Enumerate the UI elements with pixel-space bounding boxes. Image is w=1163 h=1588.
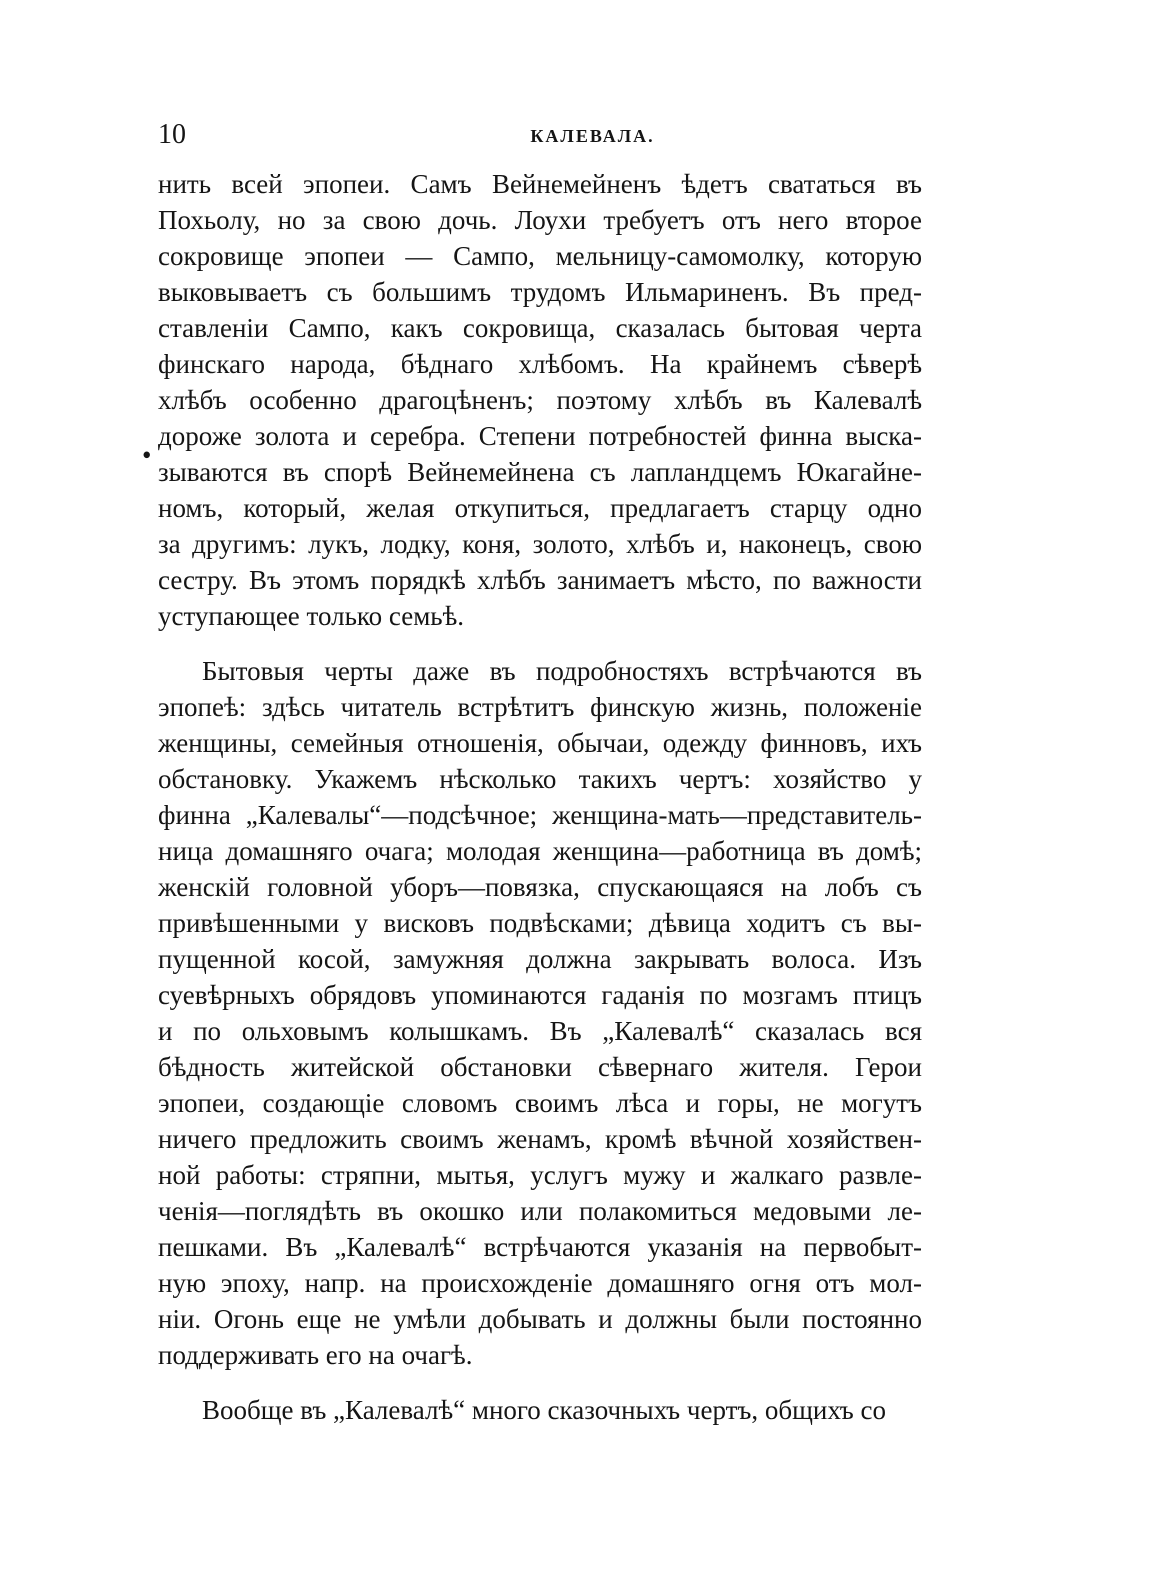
text-line: сокровище эпопеи — Сампо, мельницу-самомолку, которую bbox=[158, 241, 922, 271]
paragraph-gap bbox=[158, 1373, 922, 1392]
text-line: номъ, который, желая откупиться, предлагаетъ старцу одно bbox=[158, 493, 922, 523]
text-line: поддерживать его на очагѣ. bbox=[158, 1340, 473, 1370]
text-line: ставленіи Сампо, какъ сокровища, сказалась бытовая черта bbox=[158, 313, 922, 343]
text-line: Бытовыя черты даже въ подробностяхъ встрѣчаются въ bbox=[202, 656, 922, 686]
text-line: нить всей эпопеи. Самъ Вейнемейненъ ѣдетъ свататься въ bbox=[158, 169, 922, 199]
text-line: ница домашняго очага; молодая женщина—работница въ домѣ; bbox=[158, 836, 922, 866]
text-line: дороже золота и серебра. Степени потребностей финна выска- bbox=[158, 421, 922, 451]
text-line: обстановку. Укажемъ нѣсколько такихъ чертъ: хозяйство у bbox=[158, 764, 922, 794]
text-line: финскаго народа, бѣднаго хлѣбомъ. На крайнемъ сѣверѣ bbox=[158, 349, 922, 379]
text-line: сестру. Въ этомъ порядкѣ хлѣбъ занимаетъ мѣсто, по важности bbox=[158, 565, 922, 595]
margin-mark: • bbox=[142, 440, 152, 470]
text-line: ную эпоху, напр. на происхожденіе домашняго огня отъ мол- bbox=[158, 1268, 922, 1298]
text-line: пешками. Въ „Калевалѣ“ встрѣчаются указанія на первобыт- bbox=[158, 1232, 922, 1262]
text-line: за другимъ: лукъ, лодку, коня, золото, хлѣбъ и, наконецъ, свою bbox=[158, 529, 922, 559]
text-line: Вообще въ „Калевалѣ“ много сказочныхъ чертъ, общихъ со bbox=[202, 1395, 886, 1425]
text-line: женскій головной уборъ—повязка, спускающаяся на лобъ съ bbox=[158, 872, 922, 902]
text-line: выковываетъ съ большимъ трудомъ Ильмариненъ. Въ пред- bbox=[158, 277, 922, 307]
text-line: суевѣрныхъ обрядовъ упоминаются гаданія по мозгамъ птицъ bbox=[158, 980, 922, 1010]
text-line: и по ольховымъ колышкамъ. Въ „Калевалѣ“ сказалась вся bbox=[158, 1016, 922, 1046]
text-line: привѣшенными у висковъ подвѣсками; дѣвица ходитъ съ вы- bbox=[158, 908, 922, 938]
running-title: КАЛЕВАЛА. bbox=[530, 126, 655, 146]
text-line: уступающее только семьѣ. bbox=[158, 601, 465, 631]
text-line: ничего предложить своимъ женамъ, кромѣ вѣчной хозяйствен- bbox=[158, 1124, 922, 1154]
text-line: женщины, семейныя отношенія, обычаи, одежду финновъ, ихъ bbox=[158, 728, 922, 758]
text-line: Похьолу, но за свою дочь. Лоухи требуетъ отъ него второе bbox=[158, 205, 922, 235]
body-text bbox=[158, 166, 922, 1428]
text-line: ченія—поглядѣть въ окошко или полакомиться медовыми ле- bbox=[158, 1196, 922, 1226]
paragraph bbox=[158, 166, 922, 634]
page-number: 10 bbox=[158, 119, 186, 150]
text-line: ной работы: стряпни, мытья, услугъ мужу и жалкаго развле- bbox=[158, 1160, 922, 1190]
text-line: бѣдность житейской обстановки сѣвернаго жителя. Герои bbox=[158, 1052, 922, 1082]
paragraph bbox=[158, 653, 922, 1373]
paragraph-gap bbox=[158, 634, 922, 653]
text-line: зываются въ спорѣ Вейнемейнена съ лапландцемъ Юкагайне- bbox=[158, 457, 922, 487]
text-line: пущенной косой, замужняя должна закрывать волоса. Изъ bbox=[158, 944, 922, 974]
paragraph bbox=[158, 1392, 922, 1428]
text-line: ніи. Огонь еще не умѣли добывать и должны были постоянно bbox=[158, 1304, 922, 1334]
text-line: финна „Калевалы“—подсѣчное; женщина-мать—представитель- bbox=[158, 800, 922, 830]
text-line: эпопеи, создающіе словомъ своимъ лѣса и горы, не могутъ bbox=[158, 1088, 922, 1118]
text-line: хлѣбъ особенно драгоцѣненъ; поэтому хлѣбъ въ Калевалѣ bbox=[158, 385, 922, 415]
text-line: эпопеѣ: здѣсь читатель встрѣтитъ финскую жизнь, положеніе bbox=[158, 692, 922, 722]
